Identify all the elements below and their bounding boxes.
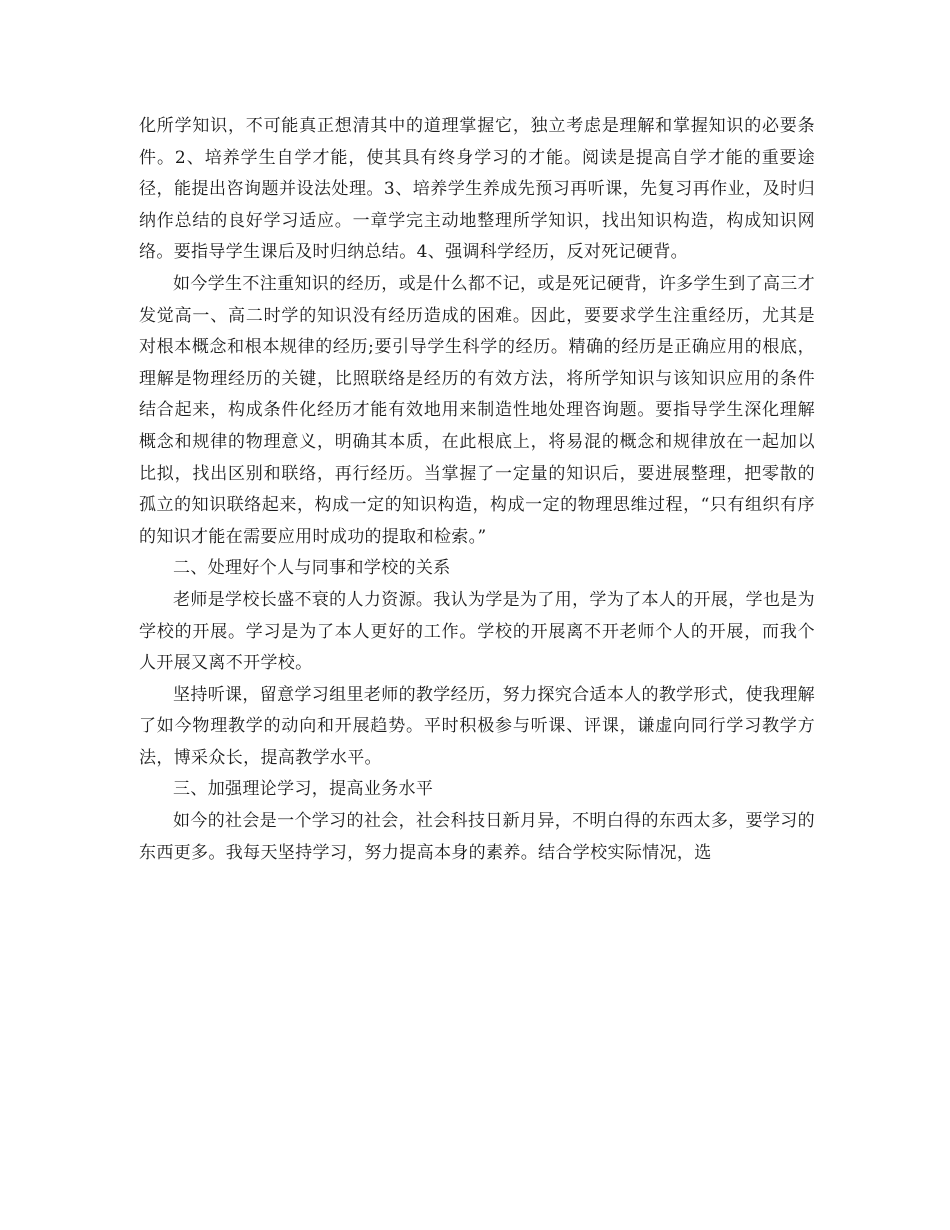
paragraph-memory: 如今学生不注重知识的经历，或是什么都不记，或是死记硬背，许多学生到了高三才发觉高一、高二时学的知识没有经历造成的困难。因此，要要求学生注重经历，尤其是对根本概念和根本规律的经历;要引导学生科学的经历。精确的经历是正确应用的根底，理解是物理经历的关键，比照联络是经历的有效方法，将所学知识与该知识应用的条件结合起来，构成条件化经历才能有效地用来制造性地处理咨询题。要指导学生深化理解概念和规律的物理意义，明确其本质，在此根底上，将易混的概念和规律放在一起加以比拟，找出区别和联络，再行经历。当掌握了一定量的知识后，要进展整理，把零散的孤立的知识联络起来，构成一定的知识构造，构成一定的物理思维过程，“只有组织有序的知识才能在需要应用时成功的提取和检索。”	[139, 273, 815, 547]
document-page	[139, 111, 815, 869]
paragraph-learning-society: 如今的社会是一个学习的社会，社会科技日新月异，不明白得的东西太多，要学习的东西更多。我每天坚持学习，努力提高本身的素养。结合学校实际情况，选	[139, 811, 815, 863]
paragraph-lesson-observation: 坚持听课，留意学习组里老师的教学经历，努力探究合适本人的教学形式，使我理解了如今物理教学的动向和开展趋势。平时积极参与听课、评课，谦虚向同行学习教学方法，博采众长，提高教学水平。	[139, 684, 815, 768]
section-heading-theory: 三、加强理论学习，提高业务水平	[173, 779, 434, 800]
paragraph-teacher-resource: 老师是学校长盛不衰的人力资源。我认为学是为了用，学为了本人的开展，学也是为学校的开展。学习是为了本人更好的工作。学校的开展离不开老师个人的开展，而我个人开展又离不开学校。	[139, 589, 815, 674]
section-heading-relations: 二、处理好个人与同事和学校的关系	[173, 558, 451, 579]
paragraph-continuation: 化所学知识，不可能真正想清其中的道理掌握它，独立考虑是理解和掌握知识的必要条件。2、培养学生自学才能，使其具有终身学习的才能。阅读是提高自学才能的重要途径，能提出咨询题并设法处理。3、培养学生养成先预习再听课，先复习再作业，及时归纳作总结的良好学习适应。一章学完主动地整理所学知识，找出知识构造，构成知识网络。要指导学生课后及时归纳总结。4、强调科学经历，反对死记硬背。	[139, 116, 815, 263]
